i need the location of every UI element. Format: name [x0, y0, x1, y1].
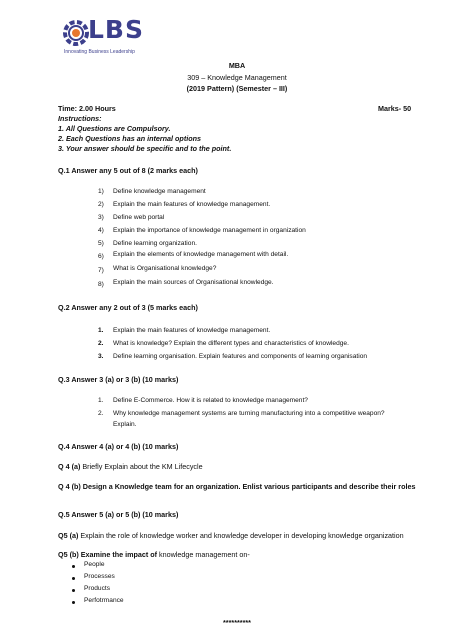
q5-bullet-item: People [84, 561, 105, 568]
q1-item-text: Explain the main sources of Organisational knowledge. [113, 279, 274, 286]
q2-item-number: 1. [98, 327, 104, 334]
q1-item-number: 2) [98, 201, 104, 208]
bullet-icon [72, 565, 75, 568]
q1-item-text: Explain the main features of knowledge management. [113, 201, 271, 208]
q4-a-text: Briefly Explain about the KM Lifecycle [80, 462, 203, 471]
q5-bullet-item: Perfotrmance [84, 597, 124, 604]
q1-item-number: 4) [98, 227, 104, 234]
program-title: MBA [228, 61, 246, 70]
q3-item-text: Why knowledge management systems are turning manufacturing into a competitive weapon? [113, 410, 385, 417]
q1-item-text: Define web portal [113, 214, 165, 221]
q5-b-label: Q5 (b) Examine the impact of [58, 550, 158, 559]
instruction-item: 2. Each Questions has an internal options [58, 134, 201, 143]
logo-name: LBS [88, 15, 144, 44]
q1-item-text: Explain the elements of knowledge management with detail. [113, 251, 289, 258]
bullet-icon [72, 577, 75, 580]
q3-item-number: 2. [98, 410, 104, 417]
q5-bullet-item: Products [84, 585, 111, 592]
bullet-icon [72, 601, 75, 604]
q5-a-label: Q5 (a) [58, 531, 79, 540]
q2-item-text: Define learning organisation. Explain features and components of learning organisation [113, 353, 368, 360]
q5-b [58, 550, 250, 559]
end-mark: ********** [223, 618, 251, 627]
q3-title: Q.3 Answer 3 (a) or 3 (b) (10 marks) [58, 375, 179, 384]
q4-b: Q 4 (b) Design a Knowledge team for an organization. Enlist various participants and describe their roles [58, 482, 416, 491]
logo-tagline: Innovating Business Leadership [64, 49, 135, 55]
instruction-item: 1. All Questions are Compulsory. [58, 124, 171, 133]
q4-a-label: Q 4 (a) [58, 462, 81, 471]
instructions-title: Instructions: [58, 114, 102, 123]
q5-a [58, 531, 404, 540]
q1-item-text: Define learning organization. [113, 240, 197, 247]
q1-item-number: 5) [98, 240, 104, 247]
q5-bullet-item: Processes [84, 573, 115, 580]
q5-b-text: knowledge management on- [157, 550, 250, 559]
q1-item-number: 8) [98, 281, 104, 288]
q1-item-text: Define knowledge management [113, 188, 206, 195]
q1-item-number: 1) [98, 188, 104, 195]
q2-title: Q.2 Answer any 2 out of 3 (5 marks each) [58, 303, 198, 312]
q5-title: Q.5 Answer 5 (a) or 5 (b) (10 marks) [58, 510, 179, 519]
exam-marks: Marks- 50 [378, 104, 412, 113]
q3-item-text: Define E-Commerce. How it is related to knowledge management? [113, 397, 308, 404]
q3-item-number: 1. [98, 397, 104, 404]
q2-item-text: Explain the main features of knowledge management. [113, 327, 271, 334]
q2-item-text: What is knowledge? Explain the different types and characteristics of knowledge. [113, 340, 349, 347]
q4-title: Q.4 Answer 4 (a) or 4 (b) (10 marks) [58, 442, 179, 451]
q2-item-number: 2. [98, 340, 104, 347]
bullet-icon [72, 589, 75, 592]
q1-item-number: 7) [98, 267, 104, 274]
q3-item-continuation: Explain. [113, 421, 137, 428]
q4-a [58, 462, 203, 471]
q1-item-text: Explain the importance of knowledge management in organization [113, 227, 306, 234]
exam-time: Time: 2.00 Hours [58, 104, 116, 113]
course-pattern: (2019 Pattern) (Semester – III) [186, 84, 288, 93]
course-title: 309 – Knowledge Management [187, 73, 287, 82]
q2-item-number: 3. [98, 353, 104, 360]
q1-title: Q.1 Answer any 5 out of 8 (2 marks each) [58, 166, 198, 175]
q1-item-number: 6) [98, 253, 104, 260]
q5-a-text: Explain the role of knowledge worker and knowledge developer in developing knowledge organization [78, 531, 404, 540]
q1-item-number: 3) [98, 214, 104, 221]
instruction-item: 3. Your answer should be specific and to the point. [58, 144, 232, 153]
q1-item-text: What is Organisational knowledge? [113, 265, 217, 272]
